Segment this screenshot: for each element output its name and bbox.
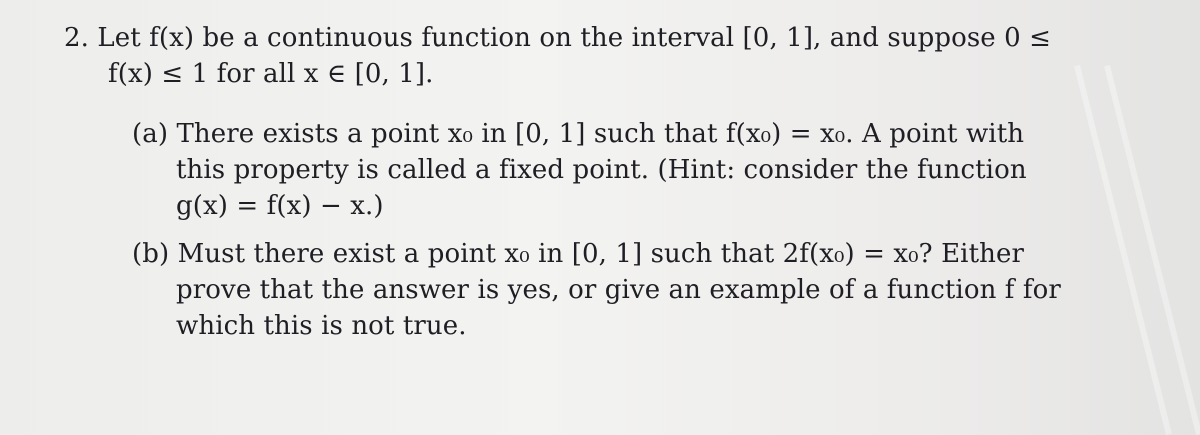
part-a-line-2: this property is called a fixed point. (Hint: consider the function [176, 155, 1027, 185]
problem-line-1: 2. Let f(x) be a continuous function on the interval [0, 1], and suppose 0 ≤ [64, 23, 1052, 53]
part-a-line-3: g(x) = f(x) − x.) [176, 191, 384, 221]
part-b-line-2: prove that the answer is yes, or give an example of a function f for [176, 275, 1061, 305]
part-a-line-1: (a) There exists a point x₀ in [0, 1] such that f(x₀) = x₀. A point with [132, 119, 1025, 149]
paper-glare [1074, 65, 1172, 435]
part-b-line-1: (b) Must there exist a point x₀ in [0, 1] such that 2f(x₀) = x₀? Either [132, 239, 1024, 269]
problem-line-2: f(x) ≤ 1 for all x ∈ [0, 1]. [108, 59, 434, 89]
part-b-line-3: which this is not true. [176, 311, 467, 341]
paper-glare [1104, 65, 1200, 435]
